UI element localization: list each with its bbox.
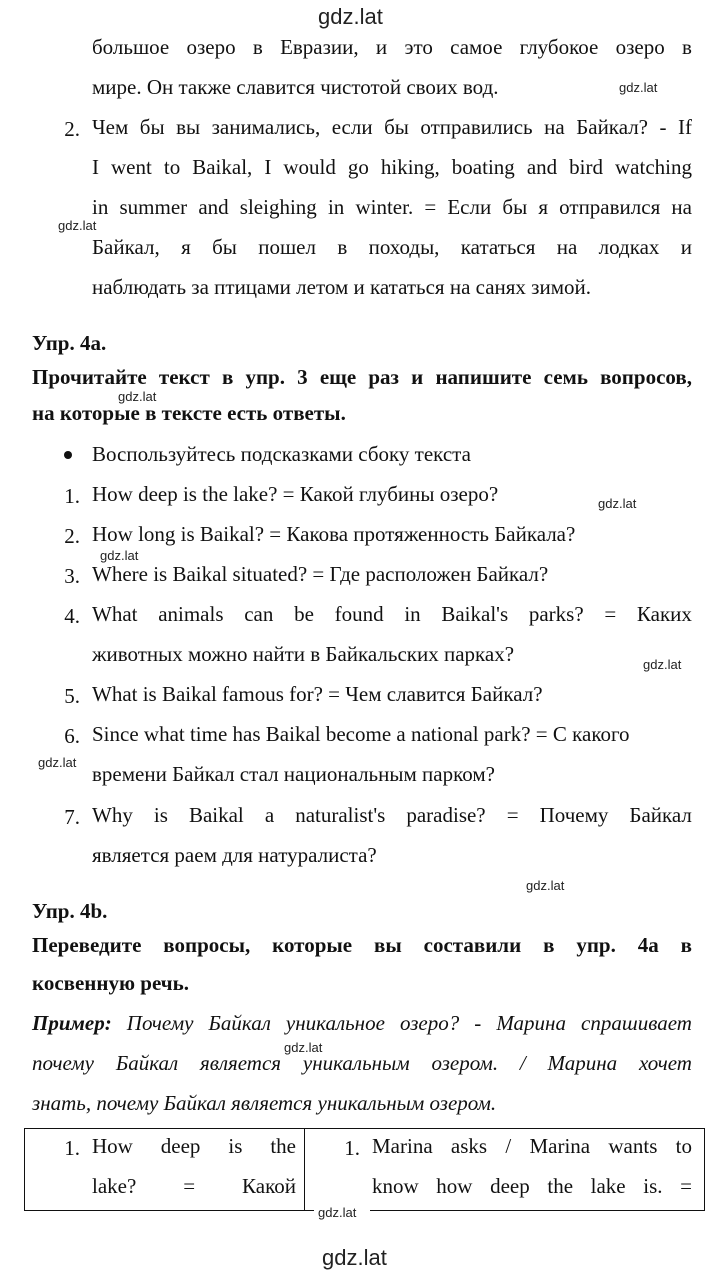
example-label: Пример:	[32, 1011, 112, 1035]
list-item: What animals can be found in Baikal's parks? = Каких	[92, 602, 692, 626]
table-cell-right-line-2: know how deep the lake is. =	[372, 1174, 692, 1198]
ex4a-title: Упр. 4a.	[32, 331, 107, 355]
ex4b-task-line-2: косвенную речь.	[32, 971, 189, 995]
bullet	[64, 451, 72, 459]
list-item: Where is Baikal situated? = Где расположен Байкал?	[92, 562, 549, 586]
watermark: gdz.lat	[284, 1040, 323, 1055]
watermark-top: gdz.lat	[318, 4, 383, 29]
q2-line-1: Чем бы вы занимались, если бы отправились на Байкал? - If	[92, 115, 692, 139]
watermark: gdz.lat	[526, 878, 565, 893]
watermark-bottom: gdz.lat	[322, 1245, 387, 1270]
watermark: gdz.lat	[38, 755, 77, 770]
table-cell-right-line-1: Marina asks / Marina wants to	[372, 1134, 692, 1158]
item-number: 1.	[64, 484, 80, 508]
ex4a-task-line-1: Прочитайте текст в упр. 3 еще раз и напишите семь вопросов,	[32, 365, 692, 389]
list-item-continuation: является раем для натуралиста?	[92, 843, 377, 867]
item-number: 6.	[64, 724, 80, 748]
item-number: 2.	[64, 524, 80, 548]
item-number: 7.	[64, 805, 80, 829]
watermark: gdz.lat	[598, 496, 637, 511]
watermark: gdz.lat	[58, 218, 97, 233]
example-line-3: знать, почему Байкал является уникальным озером.	[32, 1091, 497, 1115]
q2-line-5: наблюдать за птицами летом и кататься на санях зимой.	[92, 275, 591, 299]
ex4b-title: Упр. 4b.	[32, 899, 108, 923]
item-number: 2.	[64, 117, 80, 141]
table-border-bottom	[24, 1210, 314, 1211]
p1-line-1: большое озеро в Евразии, и это самое глубокое озеро в	[92, 35, 692, 59]
list-item: Since what time has Baikal become a national park? = С какого	[92, 722, 630, 746]
list-item: Why is Baikal a naturalist's paradise? = Почему Байкал	[92, 803, 692, 827]
q2-line-2: I went to Baikal, I would go hiking, boating and bird watching	[92, 155, 692, 179]
ex4b-task-line-1: Переведите вопросы, которые вы составили в упр. 4a в	[32, 933, 692, 957]
ex4a-task-line-2: на которые в тексте есть ответы.	[32, 401, 346, 425]
example-line-2: почему Байкал является уникальным озером. / Марина хочет	[32, 1051, 692, 1075]
list-item: What is Baikal famous for? = Чем славится Байкал?	[92, 682, 543, 706]
item-number: 4.	[64, 604, 80, 628]
list-item: How long is Baikal? = Какова протяженность Байкала?	[92, 522, 576, 546]
ex4a-hint: Воспользуйтесь подсказками сбоку текста	[92, 442, 471, 466]
table-border-right	[704, 1128, 705, 1210]
item-number: 3.	[64, 564, 80, 588]
table-border-middle	[304, 1128, 305, 1210]
table-border-left	[24, 1128, 25, 1210]
table-border-top	[24, 1128, 705, 1129]
watermark: gdz.lat	[643, 657, 682, 672]
example-line-1: Пример: Почему Байкал уникальное озеро? - Марина спрашивает	[32, 1011, 692, 1035]
table-cell-number: 1.	[64, 1136, 80, 1160]
watermark: gdz.lat	[619, 80, 658, 95]
p1-line-2: мире. Он также славится чистотой своих вод.	[92, 75, 499, 99]
watermark: gdz.lat	[100, 548, 139, 563]
watermark: gdz.lat	[315, 1205, 359, 1220]
q2-line-3: in summer and sleighing in winter. = Если бы я отправился на	[92, 195, 692, 219]
list-item: How deep is the lake? = Какой глубины озеро?	[92, 482, 499, 506]
table-border-bottom	[370, 1210, 705, 1211]
watermark: gdz.lat	[118, 389, 157, 404]
list-item-continuation: животных можно найти в Байкальских парках?	[92, 642, 515, 666]
item-number: 5.	[64, 684, 80, 708]
table-cell-number: 1.	[344, 1136, 360, 1160]
list-item-continuation: времени Байкал стал национальным парком?	[92, 762, 495, 786]
q2-line-4: Байкал, я бы пошел в походы, кататься на лодках и	[92, 235, 692, 259]
table-cell-left-line-2: lake? = Какой	[92, 1174, 296, 1198]
table-cell-left-line-1: How deep is the	[92, 1134, 296, 1158]
